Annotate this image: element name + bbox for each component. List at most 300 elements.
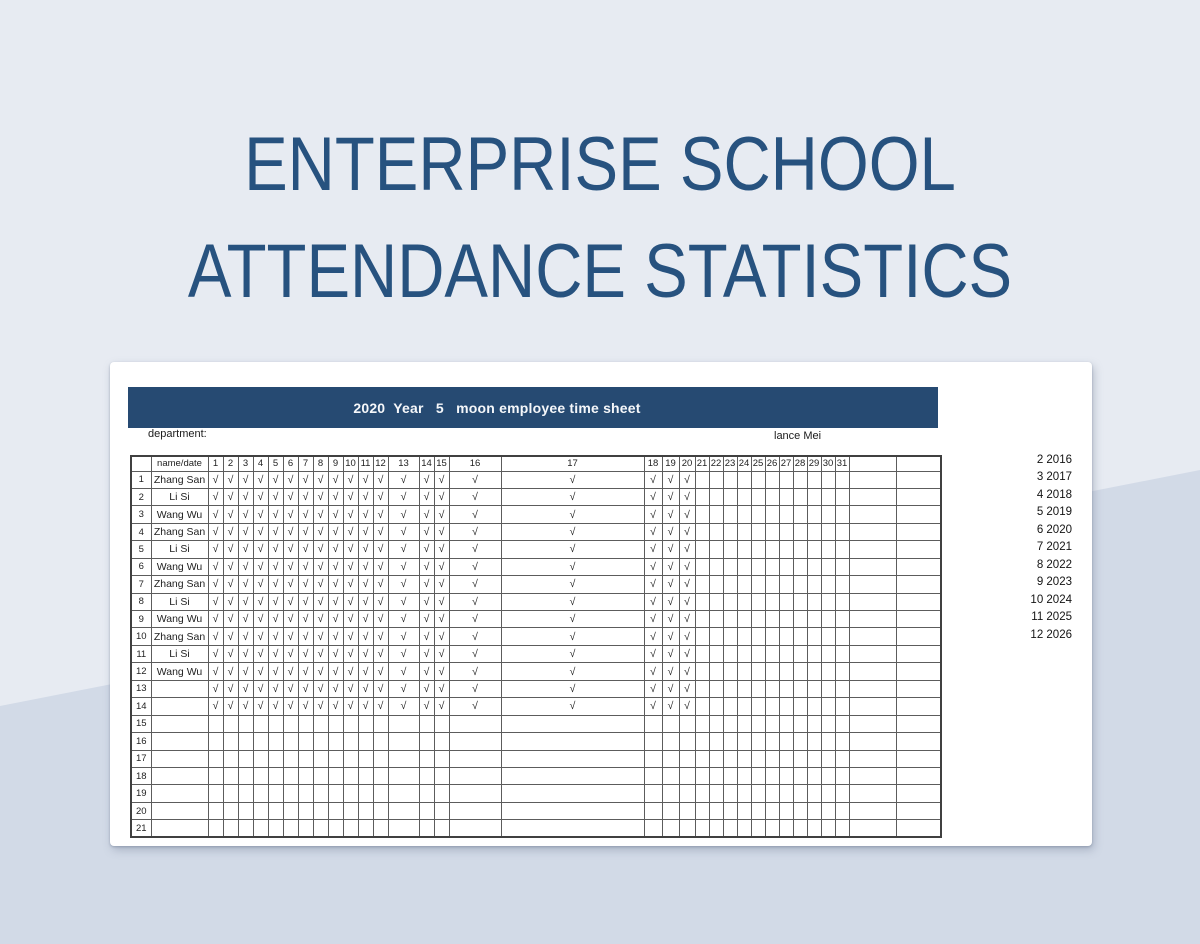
- check-mark-cell: √: [223, 628, 238, 645]
- day-cell: [208, 715, 223, 732]
- day-cell: [388, 733, 419, 750]
- day-cell: [723, 698, 737, 715]
- check-mark-cell: √: [298, 523, 313, 540]
- table-row: [131, 645, 941, 662]
- extra-cell: [896, 645, 941, 662]
- day-cell: [737, 611, 751, 628]
- day-cell: [679, 733, 695, 750]
- day-cell: [695, 663, 709, 680]
- day-cell: [751, 802, 765, 819]
- check-mark-cell: √: [501, 576, 644, 593]
- day-cell: [835, 767, 849, 784]
- check-mark-cell: √: [268, 680, 283, 697]
- day-cell: [807, 628, 821, 645]
- check-mark-cell: √: [644, 541, 662, 558]
- check-mark-cell: √: [328, 471, 343, 488]
- check-mark-cell: √: [679, 523, 695, 540]
- corner-cell: [131, 456, 151, 471]
- day-cell: [388, 715, 419, 732]
- day-cell: [449, 767, 501, 784]
- day-cell: [223, 785, 238, 802]
- check-mark-cell: √: [373, 558, 388, 575]
- check-mark-cell: √: [388, 541, 419, 558]
- day-cell: [358, 715, 373, 732]
- day-cell: [821, 488, 835, 505]
- day-cell: [434, 820, 449, 837]
- day-cell: [373, 802, 388, 819]
- check-mark-cell: √: [208, 593, 223, 610]
- check-mark-cell: √: [679, 471, 695, 488]
- check-mark-cell: √: [501, 663, 644, 680]
- day-header: 10: [343, 456, 358, 471]
- check-mark-cell: √: [662, 471, 679, 488]
- day-cell: [751, 506, 765, 523]
- day-cell: [238, 802, 253, 819]
- check-mark-cell: √: [208, 645, 223, 662]
- check-mark-cell: √: [373, 593, 388, 610]
- check-mark-cell: √: [419, 698, 434, 715]
- check-mark-cell: √: [283, 488, 298, 505]
- check-mark-cell: √: [388, 558, 419, 575]
- check-mark-cell: √: [662, 576, 679, 593]
- extra-cell: [849, 611, 896, 628]
- day-cell: [835, 820, 849, 837]
- day-cell: [253, 715, 268, 732]
- check-mark-cell: √: [313, 558, 328, 575]
- check-mark-cell: √: [679, 628, 695, 645]
- day-cell: [709, 785, 723, 802]
- day-cell: [807, 593, 821, 610]
- check-mark-cell: √: [449, 680, 501, 697]
- extra-cell: [849, 802, 896, 819]
- check-mark-cell: √: [419, 611, 434, 628]
- day-cell: [807, 750, 821, 767]
- name-cell: Wang Wu: [151, 558, 208, 575]
- sheet: [110, 362, 1092, 846]
- table-row: [131, 715, 941, 732]
- day-cell: [709, 645, 723, 662]
- day-cell: [807, 785, 821, 802]
- check-mark-cell: √: [358, 593, 373, 610]
- check-mark-cell: √: [373, 698, 388, 715]
- day-cell: [835, 663, 849, 680]
- check-mark-cell: √: [238, 645, 253, 662]
- day-cell: [268, 767, 283, 784]
- day-cell: [662, 802, 679, 819]
- day-cell: [449, 715, 501, 732]
- row-number-cell: 8: [131, 593, 151, 610]
- check-mark-cell: √: [328, 611, 343, 628]
- day-cell: [737, 488, 751, 505]
- day-cell: [723, 576, 737, 593]
- day-cell: [695, 628, 709, 645]
- day-cell: [419, 715, 434, 732]
- day-cell: [835, 576, 849, 593]
- check-mark-cell: √: [283, 541, 298, 558]
- day-cell: [765, 628, 779, 645]
- check-mark-cell: √: [208, 541, 223, 558]
- check-mark-cell: √: [434, 576, 449, 593]
- day-header: 18: [644, 456, 662, 471]
- check-mark-cell: √: [283, 628, 298, 645]
- day-cell: [793, 523, 807, 540]
- row-number-cell: 5: [131, 541, 151, 558]
- check-mark-cell: √: [313, 488, 328, 505]
- day-cell: [709, 471, 723, 488]
- day-cell: [644, 767, 662, 784]
- name-cell: [151, 680, 208, 697]
- day-cell: [268, 750, 283, 767]
- year-month-item: 4 2018: [1036, 488, 1072, 501]
- extra-cell: [849, 698, 896, 715]
- day-cell: [695, 541, 709, 558]
- day-cell: [313, 715, 328, 732]
- day-cell: [373, 750, 388, 767]
- day-header: 7: [298, 456, 313, 471]
- day-header: 22: [709, 456, 723, 471]
- day-cell: [679, 785, 695, 802]
- day-cell: [238, 733, 253, 750]
- day-cell: [373, 733, 388, 750]
- day-cell: [821, 471, 835, 488]
- day-cell: [821, 715, 835, 732]
- day-cell: [695, 715, 709, 732]
- day-cell: [223, 767, 238, 784]
- check-mark-cell: √: [644, 523, 662, 540]
- day-cell: [793, 593, 807, 610]
- check-mark-cell: √: [298, 663, 313, 680]
- check-mark-cell: √: [253, 645, 268, 662]
- check-mark-cell: √: [238, 698, 253, 715]
- table-row: [131, 523, 941, 540]
- extra-cell: [896, 733, 941, 750]
- day-header: 1: [208, 456, 223, 471]
- day-cell: [807, 611, 821, 628]
- extra-cell: [849, 471, 896, 488]
- check-mark-cell: √: [449, 645, 501, 662]
- check-mark-cell: √: [358, 628, 373, 645]
- day-cell: [737, 645, 751, 662]
- day-cell: [821, 663, 835, 680]
- day-cell: [223, 802, 238, 819]
- day-cell: [765, 715, 779, 732]
- day-cell: [821, 506, 835, 523]
- check-mark-cell: √: [644, 558, 662, 575]
- extra-cell: [849, 733, 896, 750]
- name-cell: Li Si: [151, 488, 208, 505]
- day-cell: [695, 802, 709, 819]
- row-number-cell: 17: [131, 750, 151, 767]
- day-cell: [328, 802, 343, 819]
- day-header: 30: [821, 456, 835, 471]
- table-row: [131, 698, 941, 715]
- day-cell: [298, 750, 313, 767]
- day-cell: [793, 680, 807, 697]
- day-cell: [835, 541, 849, 558]
- day-cell: [695, 785, 709, 802]
- day-cell: [821, 750, 835, 767]
- extra-cell: [896, 628, 941, 645]
- day-header: 19: [662, 456, 679, 471]
- day-cell: [793, 698, 807, 715]
- day-cell: [779, 541, 793, 558]
- day-cell: [208, 750, 223, 767]
- day-cell: [751, 715, 765, 732]
- day-cell: [695, 506, 709, 523]
- day-cell: [723, 680, 737, 697]
- check-mark-cell: √: [358, 698, 373, 715]
- day-cell: [793, 802, 807, 819]
- day-cell: [695, 733, 709, 750]
- check-mark-cell: √: [501, 611, 644, 628]
- check-mark-cell: √: [328, 541, 343, 558]
- day-cell: [723, 733, 737, 750]
- day-cell: [253, 802, 268, 819]
- day-cell: [253, 767, 268, 784]
- day-cell: [835, 628, 849, 645]
- check-mark-cell: √: [434, 611, 449, 628]
- day-cell: [779, 802, 793, 819]
- extra-cell: [849, 628, 896, 645]
- day-cell: [807, 645, 821, 662]
- day-cell: [821, 541, 835, 558]
- extra-cell: [849, 645, 896, 662]
- day-cell: [388, 785, 419, 802]
- extra-cell: [849, 576, 896, 593]
- row-number-cell: 12: [131, 663, 151, 680]
- day-cell: [737, 506, 751, 523]
- day-cell: [723, 785, 737, 802]
- day-cell: [779, 820, 793, 837]
- day-cell: [501, 767, 644, 784]
- day-cell: [695, 767, 709, 784]
- table-row: [131, 750, 941, 767]
- check-mark-cell: √: [283, 611, 298, 628]
- name-cell: Li Si: [151, 541, 208, 558]
- day-cell: [779, 506, 793, 523]
- day-header: 3: [238, 456, 253, 471]
- day-cell: [343, 715, 358, 732]
- check-mark-cell: √: [238, 628, 253, 645]
- check-mark-cell: √: [679, 506, 695, 523]
- check-mark-cell: √: [388, 593, 419, 610]
- day-cell: [283, 767, 298, 784]
- day-cell: [328, 785, 343, 802]
- day-cell: [283, 802, 298, 819]
- check-mark-cell: √: [434, 506, 449, 523]
- day-header: 31: [835, 456, 849, 471]
- row-number-cell: 6: [131, 558, 151, 575]
- day-cell: [793, 645, 807, 662]
- check-mark-cell: √: [501, 488, 644, 505]
- name-cell: [151, 802, 208, 819]
- day-cell: [238, 750, 253, 767]
- check-mark-cell: √: [419, 576, 434, 593]
- day-cell: [662, 767, 679, 784]
- check-mark-cell: √: [419, 628, 434, 645]
- day-cell: [709, 593, 723, 610]
- day-cell: [821, 558, 835, 575]
- extra-cell: [896, 611, 941, 628]
- check-mark-cell: √: [298, 593, 313, 610]
- row-number-cell: 4: [131, 523, 151, 540]
- day-cell: [695, 698, 709, 715]
- check-mark-cell: √: [343, 488, 358, 505]
- day-cell: [709, 541, 723, 558]
- name-cell: Wang Wu: [151, 663, 208, 680]
- check-mark-cell: √: [238, 523, 253, 540]
- check-mark-cell: √: [208, 698, 223, 715]
- day-cell: [695, 750, 709, 767]
- check-mark-cell: √: [501, 593, 644, 610]
- table-row: [131, 663, 941, 680]
- check-mark-cell: √: [298, 471, 313, 488]
- check-mark-cell: √: [644, 663, 662, 680]
- day-cell: [807, 698, 821, 715]
- extra-cell: [896, 471, 941, 488]
- name-cell: Zhang San: [151, 471, 208, 488]
- day-cell: [737, 785, 751, 802]
- check-mark-cell: √: [238, 488, 253, 505]
- table-row: [131, 488, 941, 505]
- check-mark-cell: √: [679, 576, 695, 593]
- check-mark-cell: √: [328, 663, 343, 680]
- check-mark-cell: √: [223, 576, 238, 593]
- check-mark-cell: √: [268, 506, 283, 523]
- check-mark-cell: √: [313, 680, 328, 697]
- check-mark-cell: √: [268, 541, 283, 558]
- day-cell: [644, 733, 662, 750]
- extra-cell: [849, 558, 896, 575]
- check-mark-cell: √: [358, 645, 373, 662]
- check-mark-cell: √: [373, 611, 388, 628]
- check-mark-cell: √: [662, 488, 679, 505]
- check-mark-cell: √: [253, 663, 268, 680]
- check-mark-cell: √: [449, 698, 501, 715]
- day-cell: [709, 680, 723, 697]
- check-mark-cell: √: [253, 523, 268, 540]
- day-cell: [751, 471, 765, 488]
- day-cell: [821, 698, 835, 715]
- day-cell: [765, 523, 779, 540]
- day-cell: [373, 767, 388, 784]
- day-cell: [807, 715, 821, 732]
- row-number-cell: 13: [131, 680, 151, 697]
- day-header: 23: [723, 456, 737, 471]
- extra-cell: [849, 523, 896, 540]
- check-mark-cell: √: [679, 541, 695, 558]
- day-cell: [419, 802, 434, 819]
- check-mark-cell: √: [283, 680, 298, 697]
- day-cell: [695, 680, 709, 697]
- day-cell: [821, 802, 835, 819]
- day-cell: [328, 715, 343, 732]
- check-mark-cell: √: [283, 576, 298, 593]
- name-cell: [151, 785, 208, 802]
- extra-cell: [896, 680, 941, 697]
- day-cell: [835, 471, 849, 488]
- day-cell: [751, 698, 765, 715]
- day-cell: [434, 767, 449, 784]
- check-mark-cell: √: [501, 558, 644, 575]
- day-cell: [283, 750, 298, 767]
- check-mark-cell: √: [223, 593, 238, 610]
- day-cell: [793, 611, 807, 628]
- day-cell: [751, 820, 765, 837]
- check-mark-cell: √: [662, 628, 679, 645]
- check-mark-cell: √: [268, 698, 283, 715]
- check-mark-cell: √: [449, 541, 501, 558]
- check-mark-cell: √: [662, 541, 679, 558]
- day-cell: [779, 680, 793, 697]
- check-mark-cell: √: [501, 645, 644, 662]
- extra-cell: [896, 802, 941, 819]
- name-cell: Zhang San: [151, 523, 208, 540]
- check-mark-cell: √: [388, 698, 419, 715]
- check-mark-cell: √: [679, 698, 695, 715]
- check-mark-cell: √: [238, 593, 253, 610]
- check-mark-cell: √: [343, 541, 358, 558]
- check-mark-cell: √: [388, 471, 419, 488]
- check-mark-cell: √: [644, 698, 662, 715]
- day-cell: [253, 733, 268, 750]
- check-mark-cell: √: [268, 645, 283, 662]
- day-cell: [644, 750, 662, 767]
- check-mark-cell: √: [268, 663, 283, 680]
- day-cell: [765, 645, 779, 662]
- check-mark-cell: √: [388, 488, 419, 505]
- extra-cell: [849, 506, 896, 523]
- check-mark-cell: √: [208, 506, 223, 523]
- extra-cell: [849, 663, 896, 680]
- day-cell: [501, 750, 644, 767]
- day-cell: [779, 611, 793, 628]
- extra-column-header: [849, 456, 896, 471]
- row-number-cell: 14: [131, 698, 151, 715]
- day-cell: [821, 628, 835, 645]
- check-mark-cell: √: [268, 523, 283, 540]
- day-cell: [449, 820, 501, 837]
- check-mark-cell: √: [268, 593, 283, 610]
- day-cell: [807, 802, 821, 819]
- day-header: 9: [328, 456, 343, 471]
- check-mark-cell: √: [328, 698, 343, 715]
- day-header: 13: [388, 456, 419, 471]
- check-mark-cell: √: [373, 523, 388, 540]
- day-cell: [723, 593, 737, 610]
- day-header: 27: [779, 456, 793, 471]
- check-mark-cell: √: [343, 628, 358, 645]
- day-cell: [419, 750, 434, 767]
- day-cell: [793, 663, 807, 680]
- year-month-item: 5 2019: [1036, 506, 1072, 519]
- day-cell: [695, 576, 709, 593]
- name-cell: Wang Wu: [151, 611, 208, 628]
- day-header: 11: [358, 456, 373, 471]
- day-cell: [751, 541, 765, 558]
- check-mark-cell: √: [343, 506, 358, 523]
- row-number-cell: 15: [131, 715, 151, 732]
- day-cell: [313, 767, 328, 784]
- extra-cell: [896, 767, 941, 784]
- day-cell: [223, 733, 238, 750]
- day-cell: [343, 820, 358, 837]
- check-mark-cell: √: [662, 611, 679, 628]
- check-mark-cell: √: [298, 576, 313, 593]
- check-mark-cell: √: [373, 663, 388, 680]
- year-month-item: 8 2022: [1036, 558, 1072, 571]
- check-mark-cell: √: [253, 698, 268, 715]
